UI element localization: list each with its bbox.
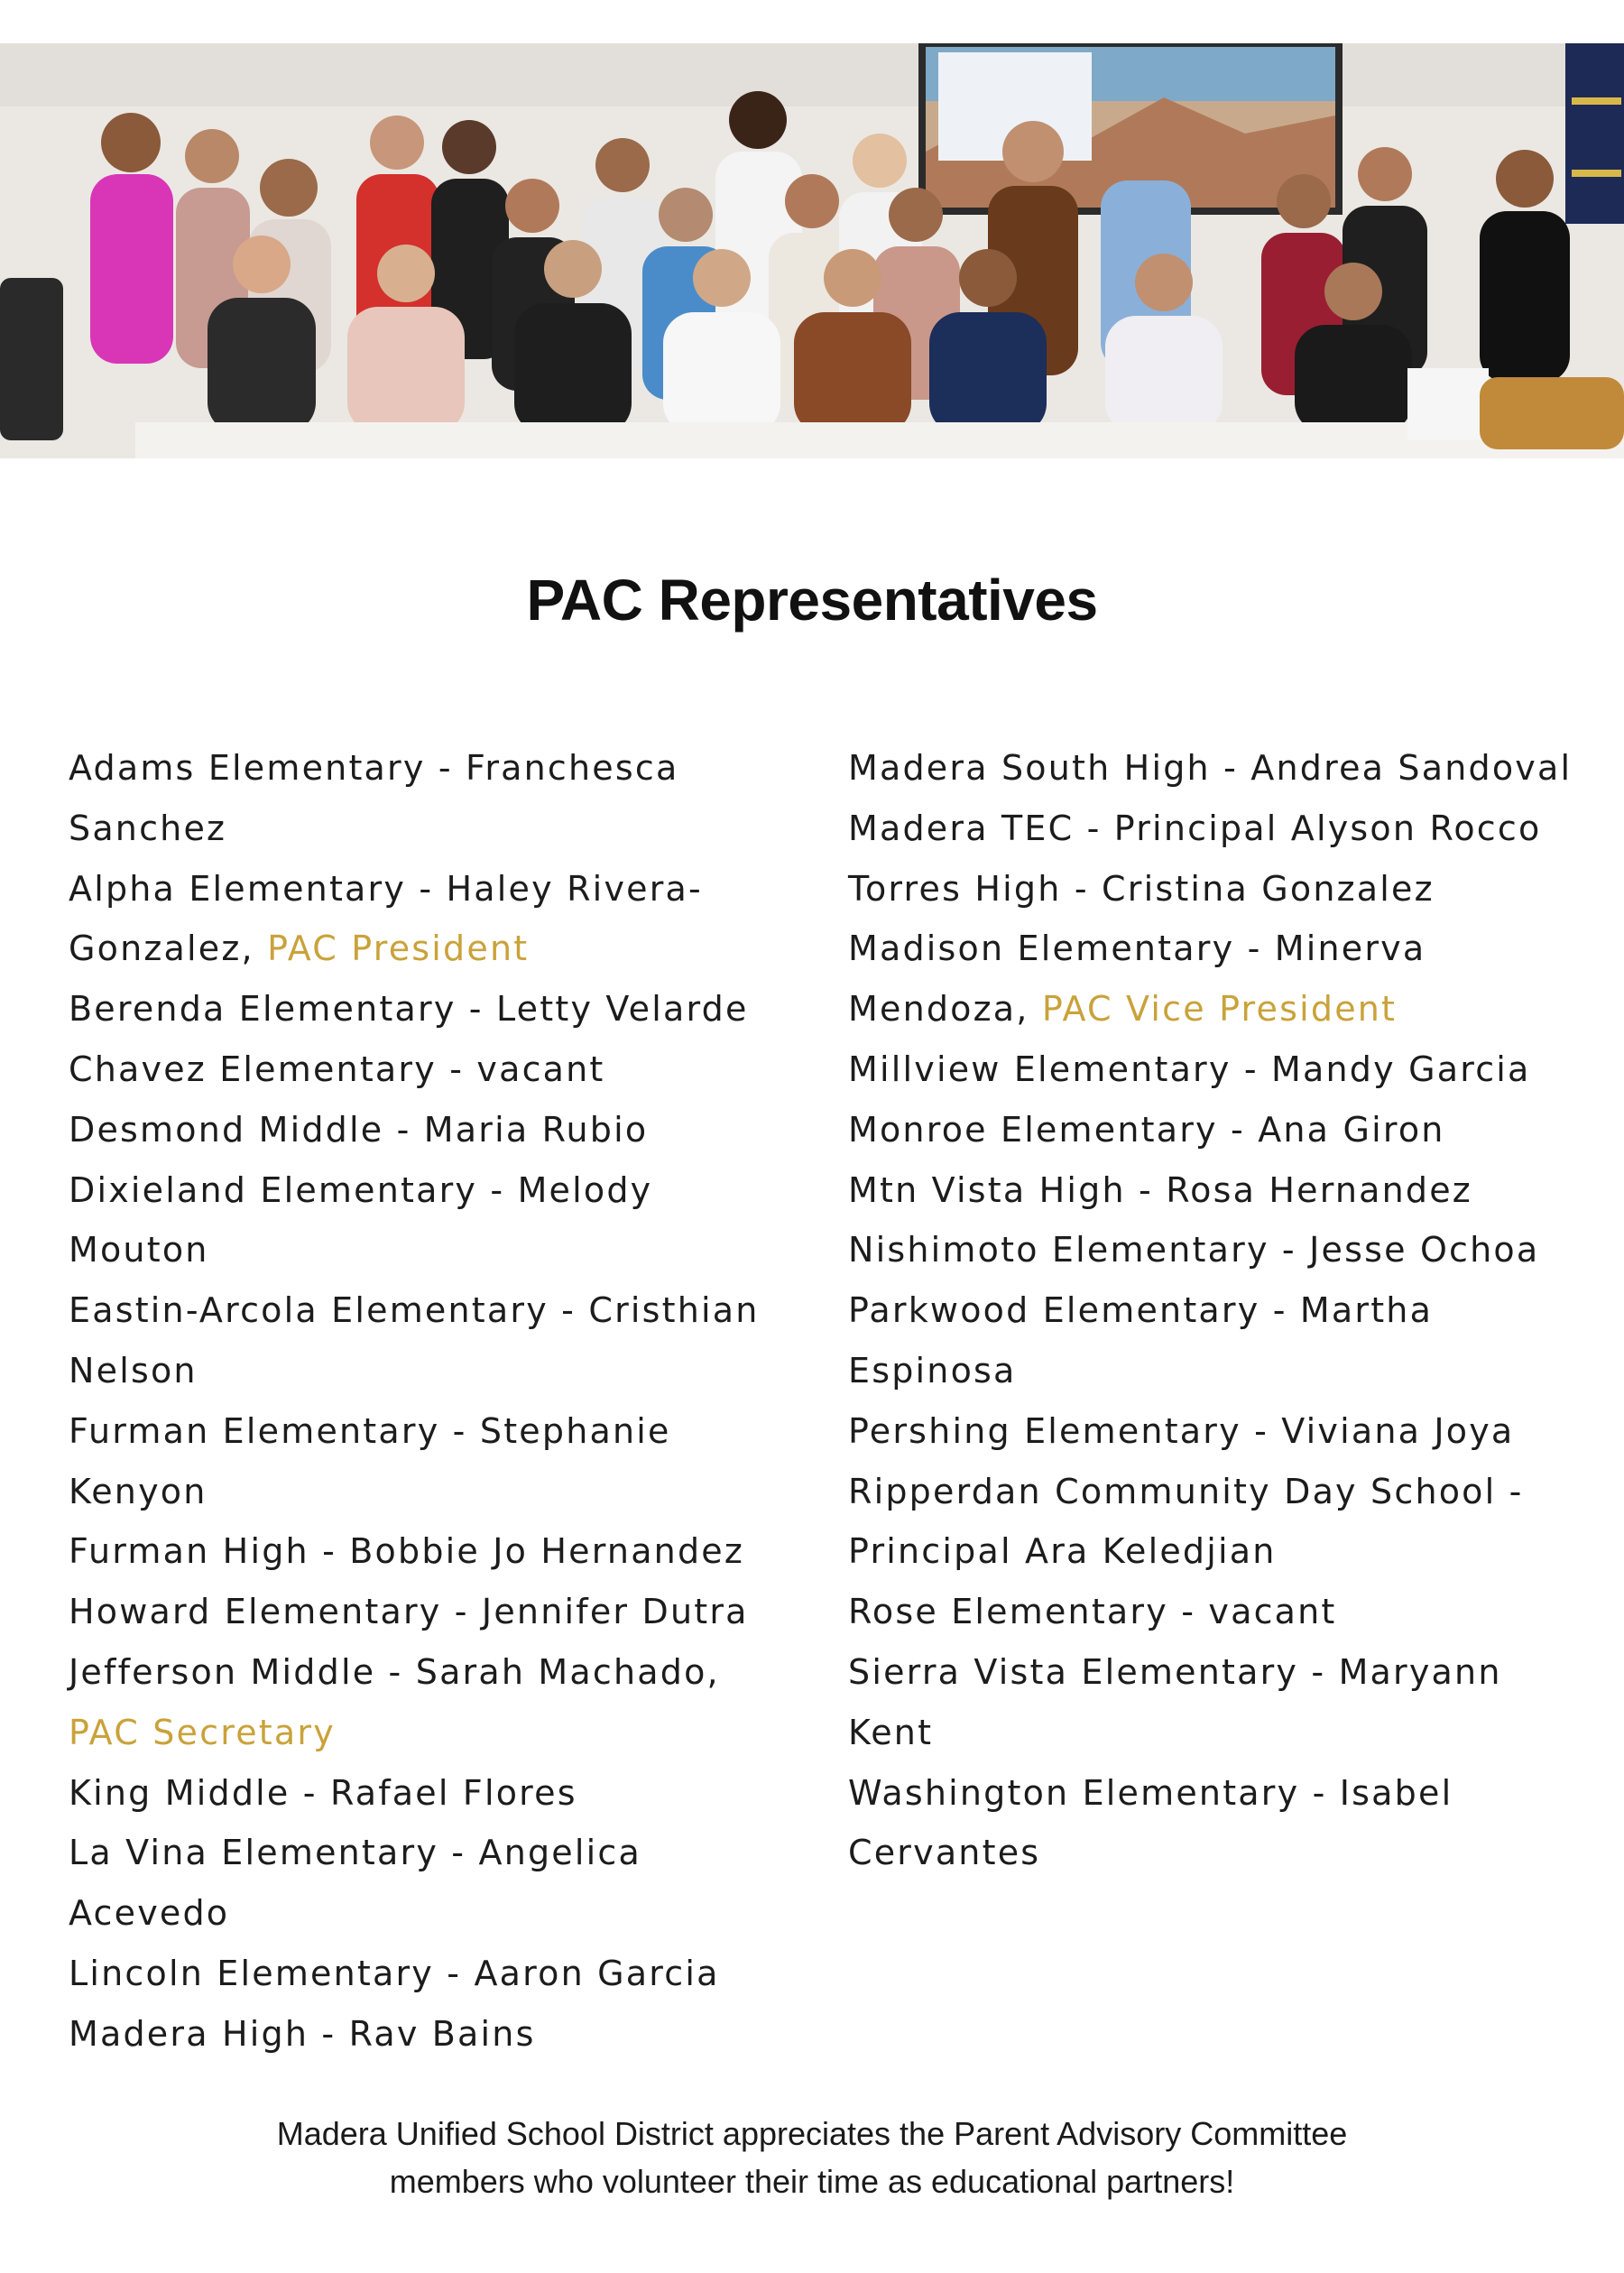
group-photo [0,43,1624,458]
group-photo-illustration [0,43,1624,458]
list-item: Ripperdan Community Day School - Principal Ara Keledjian [848,1471,1524,1572]
list-item: Washington Elementary - Isabel Cervantes [848,1772,1453,1873]
list-item: Sierra Vista Elementary - Maryann Kent [848,1651,1502,1752]
list-item: La Vina Elementary - Angelica Acevedo [69,1833,641,1934]
list-item: Desmond Middle - Maria Rubio [69,1109,649,1150]
list-item: Millview Elementary - Mandy Garcia [848,1049,1531,1089]
list-item: Monroe Elementary - Ana Giron [848,1109,1445,1150]
list-item: Rose Elementary - vacant [848,1592,1337,1632]
list-item: Chavez Elementary - vacant [69,1049,605,1089]
list-item: Nishimoto Elementary - Jesse Ochoa [848,1230,1540,1270]
role-highlight: PAC Vice President [1041,989,1398,1030]
list-item: Madison Elementary - Minerva Mendoza, PAC Vice President [848,929,1426,1030]
list-item: Eastin-Arcola Elementary - Cristhian Nelson [69,1290,760,1391]
role-highlight: PAC President [267,929,530,969]
list-item: Madera High - Rav Bains [69,2013,536,2054]
representatives-list-left [69,738,790,2065]
list-item: Parkwood Elementary - Martha Espinosa [848,1290,1434,1391]
role-highlight: PAC Secretary [69,1712,336,1752]
footer-line-2: members who volunteer their time as educational partners! [389,2163,1235,2200]
list-item: Berenda Elementary - Letty Velarde [69,989,749,1030]
list-item: Jefferson Middle - Sarah Machado, PAC Secretary [69,1651,720,1752]
list-item: Lincoln Elementary - Aaron Garcia [69,1953,720,1993]
representatives-list-right [848,738,1597,1883]
list-item: King Middle - Rafael Flores [69,1772,577,1813]
list-item: Dixieland Elementary - Melody Mouton [69,1169,653,1270]
list-item: Alpha Elementary - Haley Rivera-Gonzalez, PAC President [69,868,703,969]
list-item: Mtn Vista High - Rosa Hernandez [848,1169,1472,1210]
page-title: PAC Representatives [526,568,1098,633]
list-item: Furman Elementary - Stephanie Kenyon [69,1410,671,1511]
list-item: Pershing Elementary - Viviana Joya [848,1410,1515,1451]
list-item: Torres High - Cristina Gonzalez [848,868,1435,909]
footer-line-1: Madera Unified School District appreciates the Parent Advisory Committee [276,2115,1348,2152]
list-item: Madera TEC - Principal Alyson Rocco [848,808,1542,848]
list-item: Madera South High - Andrea Sandoval [848,748,1573,788]
list-item: Furman High - Bobbie Jo Hernandez [69,1531,745,1572]
list-item: Adams Elementary - Franchesca Sanchez [69,748,679,848]
footer-note [0,2110,1624,2205]
list-item: Howard Elementary - Jennifer Dutra [69,1592,749,1632]
